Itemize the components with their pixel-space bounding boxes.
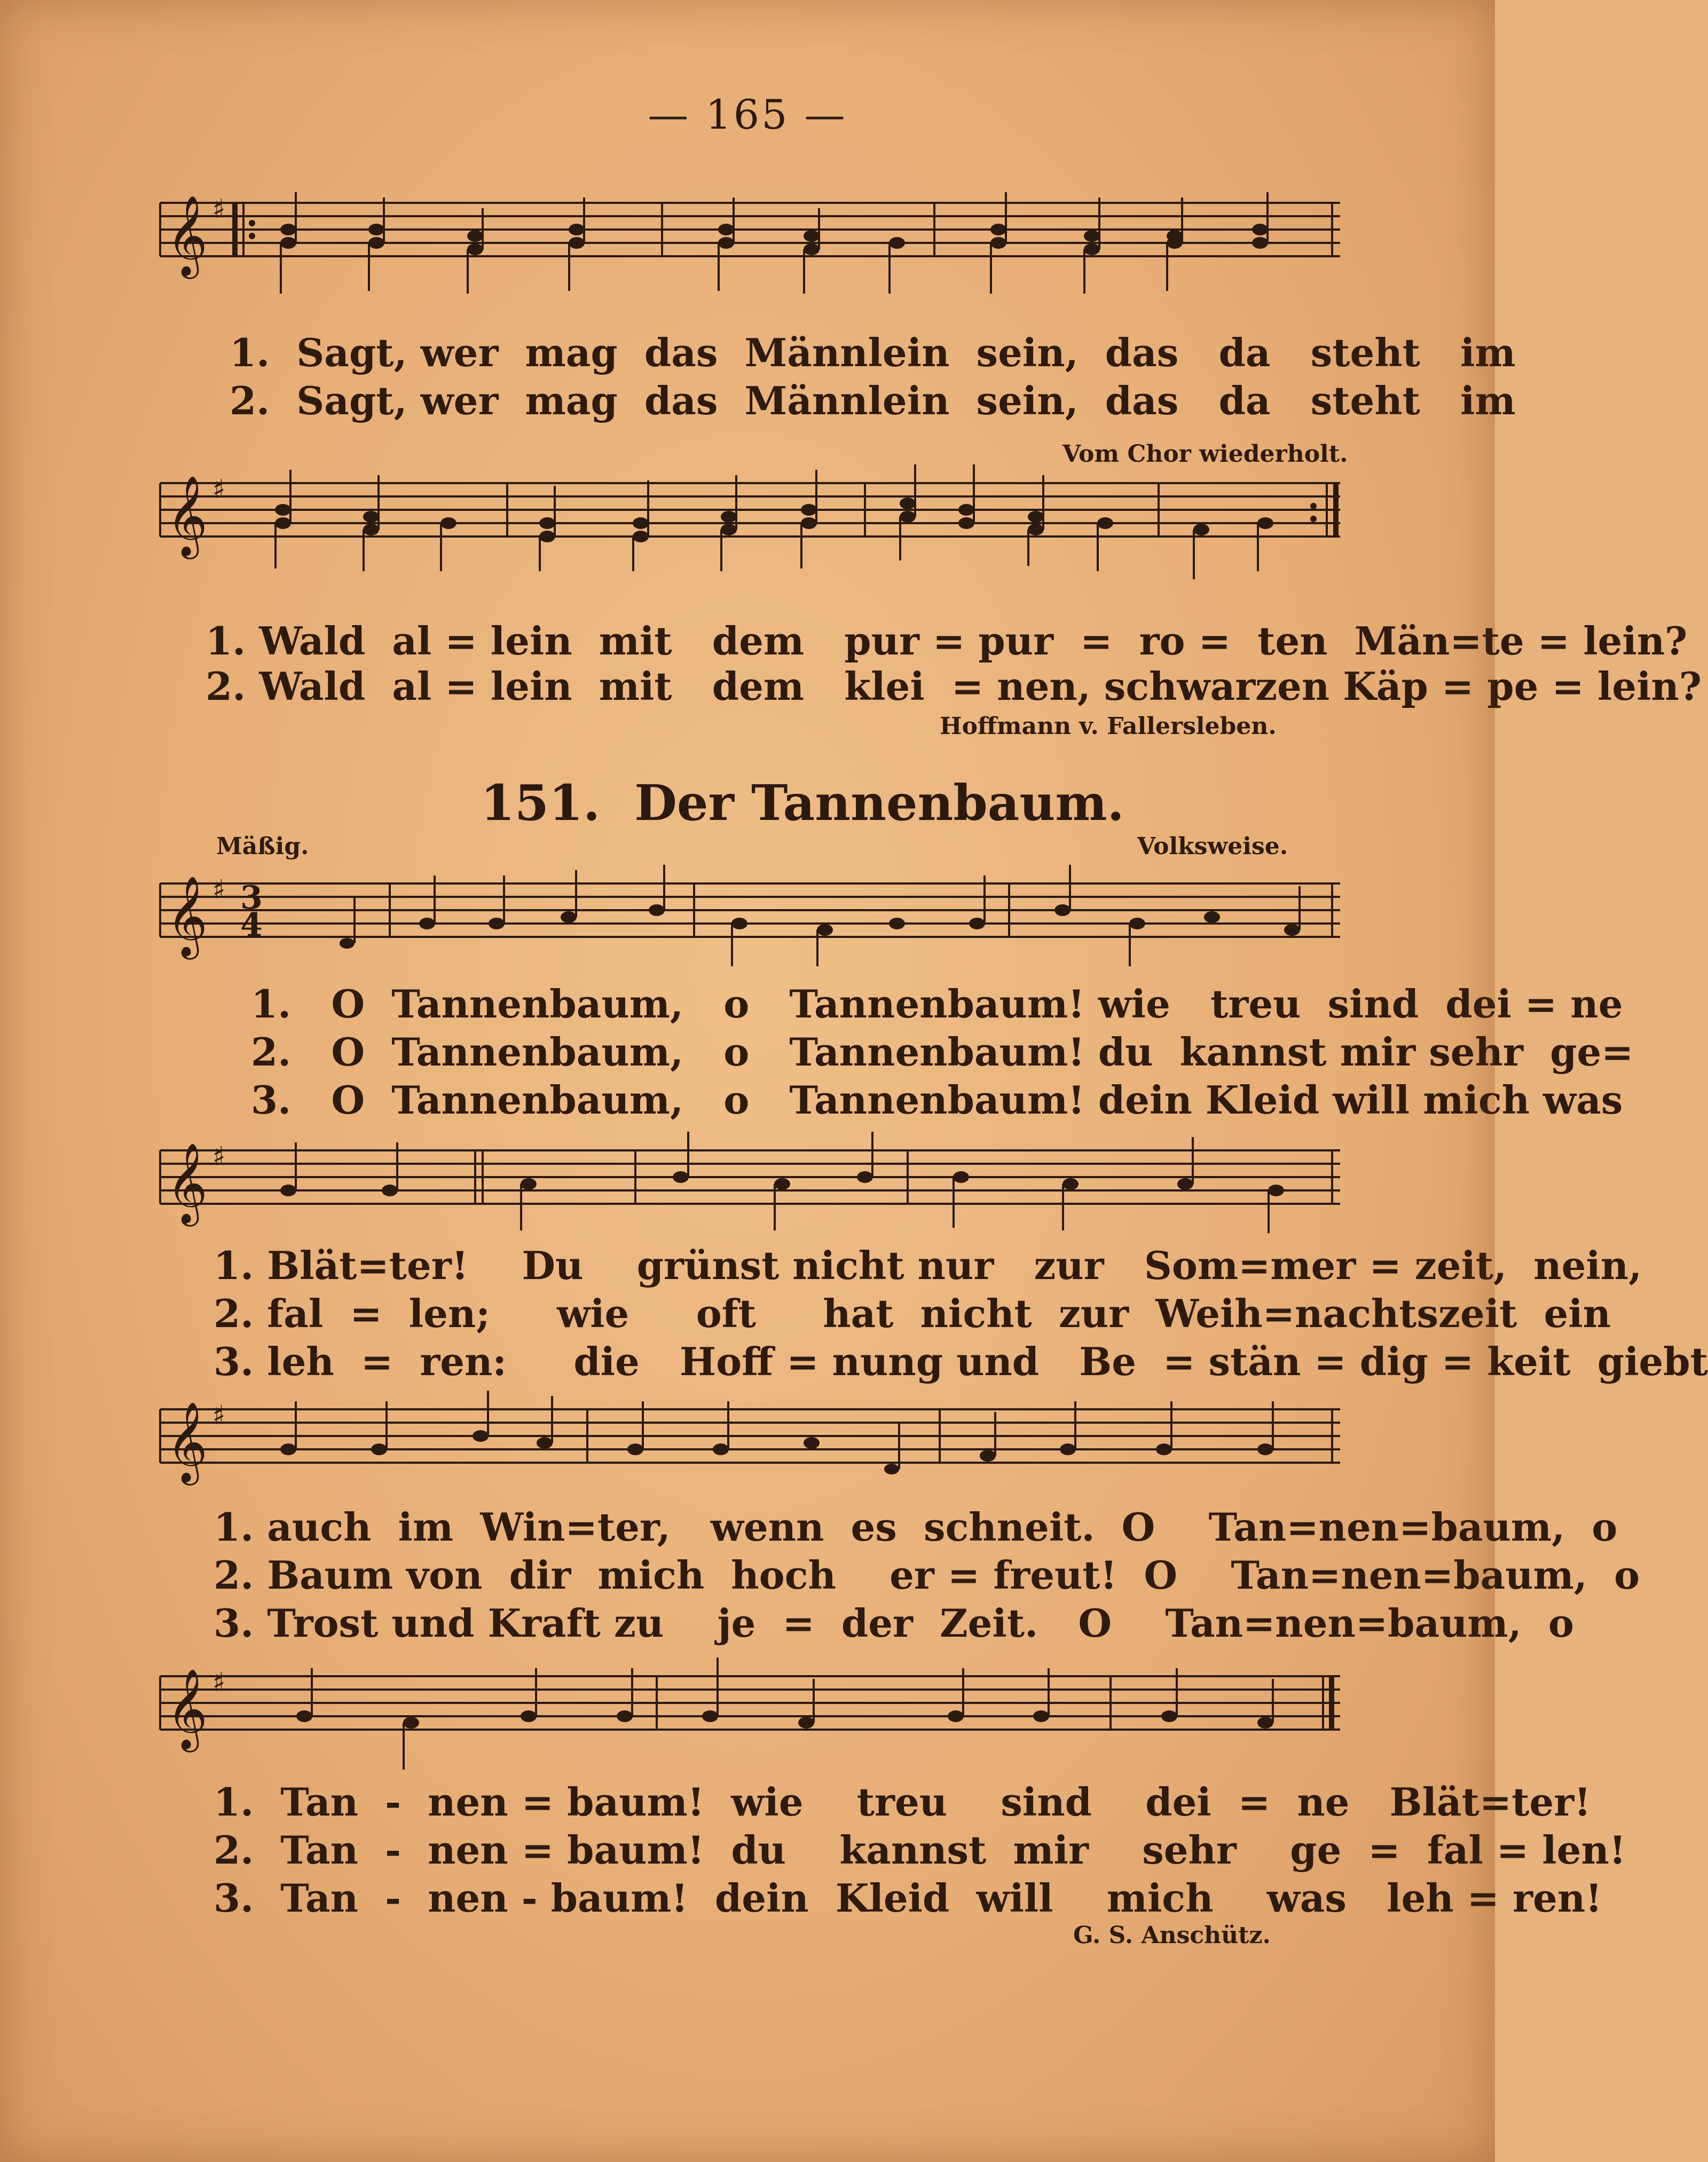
song2-lyric-line: 1. O Tannenbaum, o Tannenbaum! wie treu sind dei = ne bbox=[251, 981, 1623, 1027]
tempo-marking: Mäßig. bbox=[216, 833, 309, 860]
song2-lyric-line: 1. Blät=ter! Du grünst nicht nur zur Som=mer = zeit, nein, bbox=[214, 1243, 1642, 1288]
song-title: 151. Der Tannenbaum. bbox=[481, 774, 1124, 832]
svg-text:♯: ♯ bbox=[212, 1400, 226, 1431]
svg-text:𝄞: 𝄞 bbox=[167, 1668, 208, 1749]
music-staff-2 bbox=[155, 464, 1345, 603]
song2-lyric-line: 2. Tan - nen = baum! du kannst mir sehr ge = fal = len! bbox=[214, 1827, 1626, 1873]
song2-lyric-line: 3. leh = ren: die Hoff = nung und Be = stän = dig = keit giebt bbox=[214, 1339, 1708, 1384]
song2-lyric-line: 1. Tan - nen = baum! wie treu sind dei = ne Blät=ter! bbox=[214, 1779, 1591, 1825]
song2-author: G. S. Anschütz. bbox=[1073, 1922, 1271, 1949]
svg-text:𝄞: 𝄞 bbox=[167, 1401, 208, 1482]
svg-text:𝄞: 𝄞 bbox=[167, 875, 208, 956]
time-signature-bottom: 4 bbox=[240, 906, 263, 944]
music-staff-5 bbox=[155, 1391, 1345, 1508]
page-number: — 165 — bbox=[648, 91, 847, 138]
song1-lyric-line: 2. Wald al = lein mit dem klei = nen, schwarzen Käp = pe = lein? bbox=[206, 664, 1702, 709]
svg-text:♯: ♯ bbox=[212, 1141, 226, 1172]
song2-lyric-line: 3. Tan - nen - baum! dein Kleid will mich was leh = ren! bbox=[214, 1875, 1602, 1921]
svg-text:𝄞: 𝄞 bbox=[167, 1142, 208, 1223]
music-staff-1 bbox=[155, 192, 1345, 331]
song1-author: Hoffmann v. Fallersleben. bbox=[940, 713, 1277, 740]
time-signature-top: 3 bbox=[240, 879, 263, 917]
song1-lyric-line: 1. Wald al = lein mit dem pur = pur = ro = ten Män=te = lein? bbox=[206, 618, 1688, 664]
repeat-note: Vom Chor wiederholt. bbox=[1062, 440, 1348, 468]
song1-lyric-line: 2. Sagt, wer mag das Männlein sein, das da steht im bbox=[230, 378, 1516, 423]
song2-lyric-line: 1. auch im Win=ter, wenn es schneit. O Tan=nen=baum, o bbox=[214, 1504, 1618, 1550]
song2-lyric-line: 3. O Tannenbaum, o Tannenbaum! dein Kleid will mich was bbox=[251, 1077, 1623, 1123]
song2-lyric-line: 2. Baum von dir mich hoch er = freut! O Tan=nen=baum, o bbox=[214, 1552, 1640, 1598]
svg-text:♯: ♯ bbox=[212, 193, 226, 224]
music-staff-3 bbox=[155, 865, 1345, 972]
song1-lyric-line: 1. Sagt, wer mag das Männlein sein, das da steht im bbox=[230, 330, 1516, 375]
svg-text:𝄞: 𝄞 bbox=[167, 194, 208, 275]
song2-lyric-line: 2. fal = len; wie oft hat nicht zur Weih=nachtszeit ein bbox=[214, 1291, 1611, 1336]
svg-text:𝄞: 𝄞 bbox=[167, 475, 208, 556]
song2-lyric-line: 3. Trost und Kraft zu je = der Zeit. O Tan=nen=baum, o bbox=[214, 1600, 1574, 1646]
svg-text:♯: ♯ bbox=[212, 874, 226, 905]
music-staff-6 bbox=[155, 1658, 1345, 1775]
song2-lyric-line: 2. O Tannenbaum, o Tannenbaum! du kannst mir sehr ge= bbox=[251, 1029, 1634, 1075]
melody-source: Volksweise. bbox=[1137, 833, 1288, 860]
svg-text:♯: ♯ bbox=[212, 1667, 226, 1698]
svg-text:♯: ♯ bbox=[212, 474, 226, 504]
music-staff-4 bbox=[155, 1132, 1345, 1238]
